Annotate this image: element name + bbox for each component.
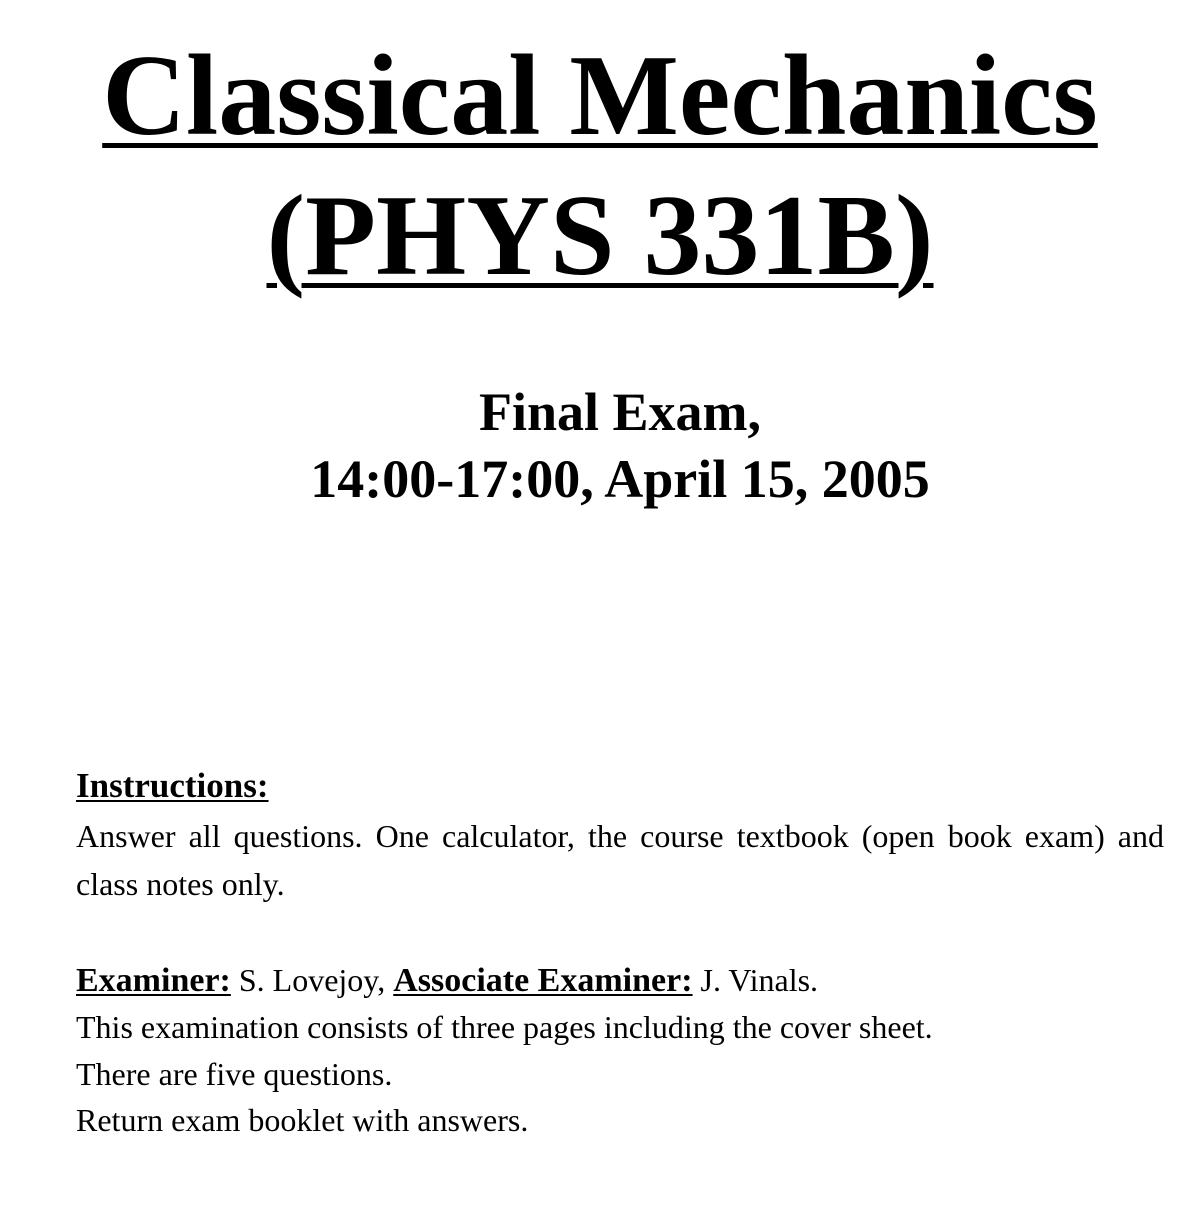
- instructions-heading: Instructions:: [76, 766, 269, 805]
- examiner-name: S. Lovejoy,: [230, 962, 394, 998]
- course-code-text: (PHYS 331B): [266, 172, 934, 300]
- exam-datetime: 14:00-17:00, April 15, 2005: [310, 449, 930, 509]
- course-code: [0, 172, 1200, 300]
- course-title: [0, 32, 1200, 160]
- examiner-label: Examiner:: [76, 962, 231, 999]
- examiner-line: [76, 956, 1164, 1005]
- associate-examiner-label: Associate Examiner:: [393, 962, 693, 999]
- page-count-note: This examination consists of three pages including the cover sheet.: [76, 1009, 933, 1045]
- associate-examiner-name: J. Vinals.: [692, 962, 819, 998]
- exam-name: Final Exam,: [478, 382, 762, 442]
- course-title-text: Classical Mechanics: [102, 32, 1098, 160]
- question-count-note: There are five questions.: [76, 1056, 393, 1092]
- instructions-text: Answer all questions. One calculator, the course textbook (open book exam) and class notes only.: [76, 818, 1164, 902]
- return-booklet-note: Return exam booklet with answers.: [76, 1102, 529, 1138]
